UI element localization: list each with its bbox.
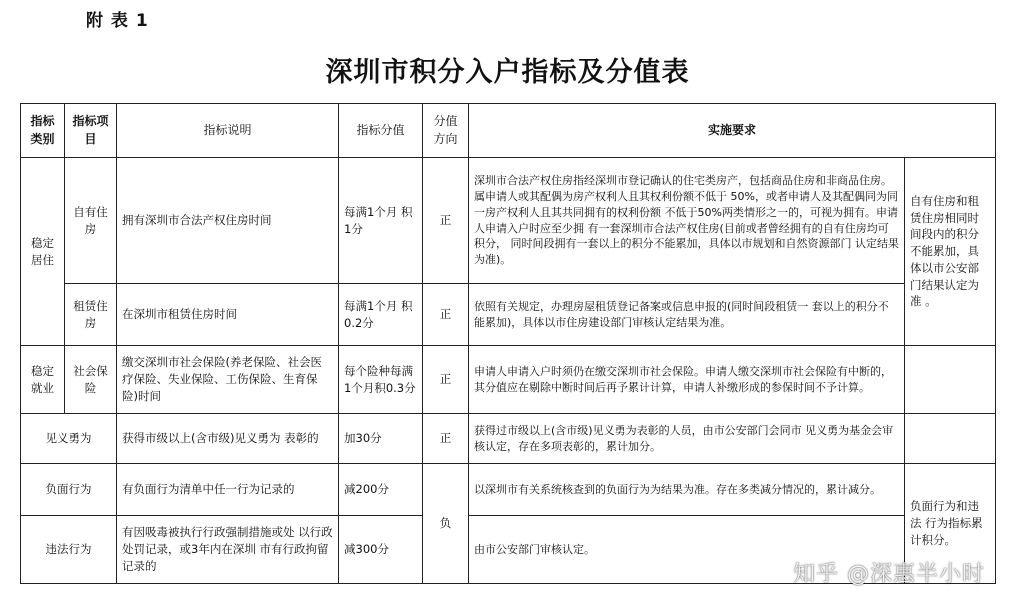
blank-cell (905, 414, 996, 464)
header-score: 指标分值 (339, 104, 423, 158)
table-row (21, 464, 996, 516)
table-row (21, 284, 996, 346)
score-cell: 加30分 (339, 414, 423, 464)
item-cell: 社会保险 (65, 346, 117, 414)
requirement-cell: 深圳市合法产权住房指经深圳市登记确认的住宅类房产，包括商品住房和非商品住房。属申请人或其配偶为房产权利人且其权利份额不低于 50%，或者申请人及其配偶同为同一房产权利人且其共同拥有的权利份额 不低于50%两类情形之一的，可视为拥有。申请人申请入户时应至少拥 有一套深圳市合法产权住房(目前或者曾经拥有的自有住房均可积分， 同时间段拥有一套以上的积分不能累加，具体以市规划和自然资源部门 认定结果为准)。 (469, 158, 905, 284)
header-item: 指标项目 (65, 104, 117, 158)
score-cell: 减300分 (339, 516, 423, 584)
description-cell: 有负面行为清单中任一行为记录的 (117, 464, 339, 516)
requirement-cell: 依照有关规定，办理房屋租赁登记备案或信息申报的(同时间段租赁一 套以上的积分不能累加)，具体以市住房建设部门审核认定结果为准。 (469, 284, 905, 346)
points-table (20, 103, 996, 584)
negative-note: 负面行为和违法 行为指标累 计积分。 (905, 464, 996, 584)
description-cell: 有因吸毒被执行行政强制措施或处 以行政处罚记录，或3年内在深圳 市有行政拘留记录的 (117, 516, 339, 584)
category-stable-residence: 稳定居住 (21, 158, 65, 346)
item-cell: 自有住房 (65, 158, 117, 284)
item-cell: 负面行为 (21, 464, 117, 516)
item-cell: 租赁住房 (65, 284, 117, 346)
requirement-cell: 获得过市级以上(含市级)见义勇为表彰的人员，由市公安部门会同市 见义勇为基金会审核认定，存在多项表彰的，累计加分。 (469, 414, 905, 464)
blank-cell (905, 346, 996, 414)
score-cell: 每个险种每满1个月积0.3分 (339, 346, 423, 414)
header-category: 指标类别 (21, 104, 65, 158)
item-cell: 违法行为 (21, 516, 117, 584)
description-cell: 获得市级以上(含市级)见义勇为 表彰的 (117, 414, 339, 464)
description-cell: 缴交深圳市社会保险(养老保险、社会医疗保险、失业保险、工伤保险、生育保险)时间 (117, 346, 339, 414)
requirement-cell: 由市公安部门审核认定。 (469, 516, 905, 584)
direction-cell: 负 (423, 464, 469, 584)
header-description: 指标说明 (117, 104, 339, 158)
direction-cell: 正 (423, 284, 469, 346)
direction-cell: 正 (423, 158, 469, 284)
score-cell: 减200分 (339, 464, 423, 516)
direction-cell: 正 (423, 346, 469, 414)
header-direction: 分值方向 (423, 104, 469, 158)
direction-cell: 正 (423, 414, 469, 464)
score-cell: 每满1个月 积1分 (339, 158, 423, 284)
item-cell: 见义勇为 (21, 414, 117, 464)
requirement-cell: 以深圳市有关系统核查到的负面行为为结果为准。存在多类减分情况的，累计减分。 (469, 464, 905, 516)
table-row (21, 414, 996, 464)
table-row (21, 346, 996, 414)
page-title: 深圳市积分入户指标及分值表 (325, 57, 690, 88)
description-cell: 在深圳市租赁住房时间 (117, 284, 339, 346)
score-cell: 每满1个月 积0.2分 (339, 284, 423, 346)
watermark: 知乎 @深惠半小时 (793, 562, 985, 587)
category-stable-employment: 稳定就业 (21, 346, 65, 414)
requirement-cell: 申请人申请入户时须仍在缴交深圳市社会保险。申请人缴交深圳市社会保险有中断的，其分值应在剔除中断时间后再予累计计算，申请人补缴形成的参保时间不予计算。 (469, 346, 905, 414)
own-rent-note: 自有住房和租赁住房相同时 间段内的积分 不能累加，具 体以市公安部 门结果认定为准 。 (905, 158, 996, 346)
appendix-label: 附 表 1 (86, 11, 149, 31)
description-cell: 拥有深圳市合法产权住房时间 (117, 158, 339, 284)
table-row (21, 158, 996, 284)
header-row (21, 104, 996, 158)
header-requirements: 实施要求 (469, 104, 996, 158)
